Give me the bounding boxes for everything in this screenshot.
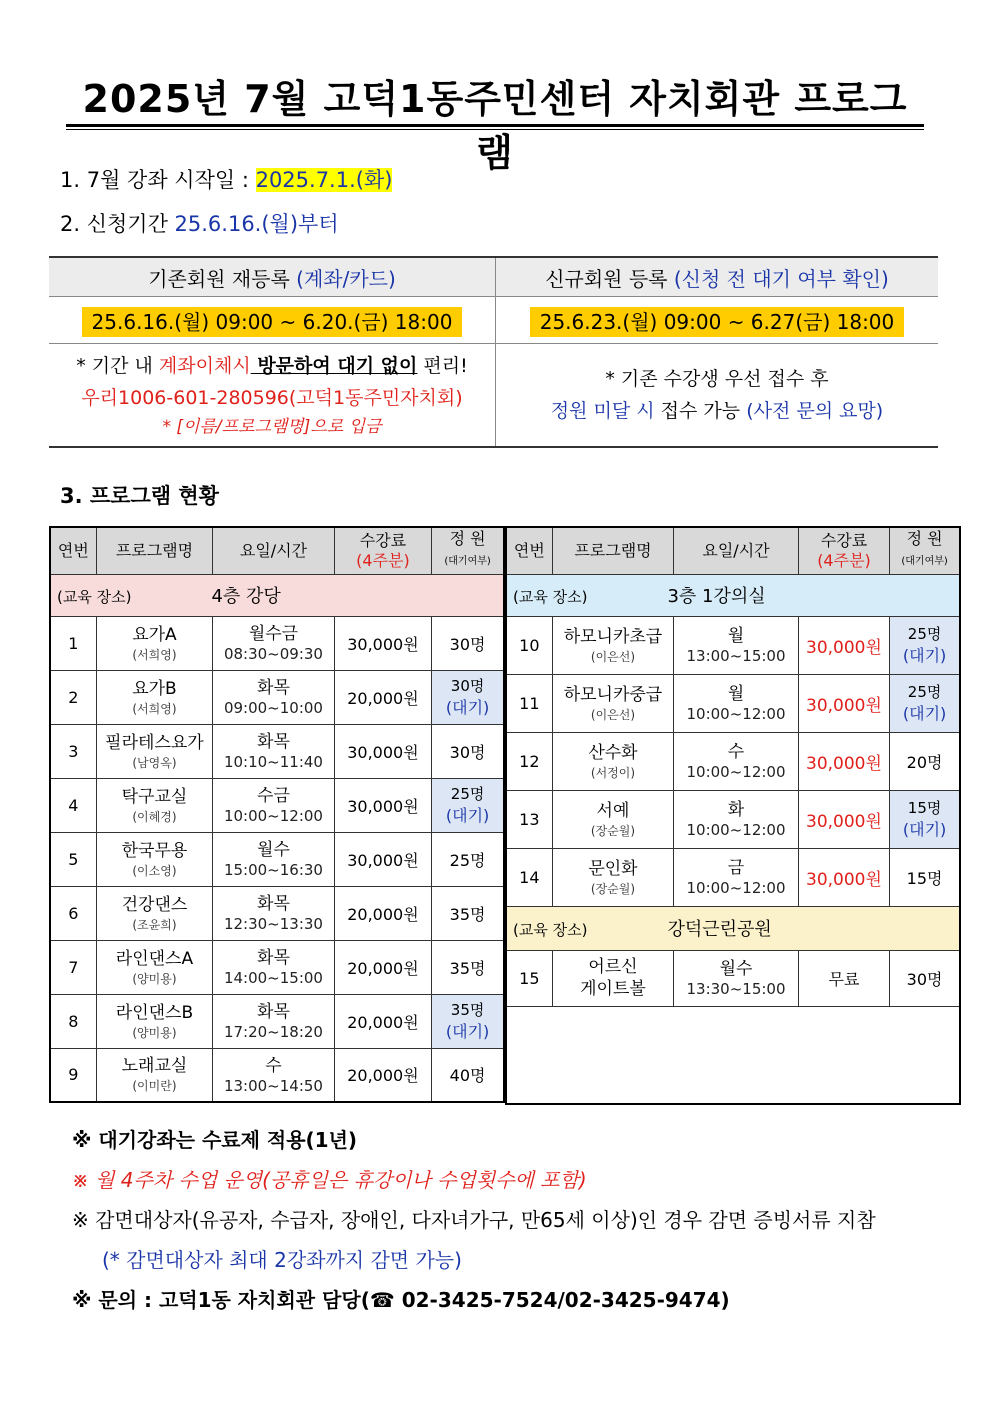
class-time: 13:00~14:50 [223,1076,323,1095]
col-header-program: 프로그램명 [96,527,213,574]
new-period: 25.6.23.(월) 09:00 ~ 6.27(금) 18:00 [530,307,905,337]
fee-amount: 20,000원 [347,1066,419,1086]
cell-fee [798,950,889,1006]
fee-amount: 30,000원 [806,811,882,832]
class-days: 화목 [257,1002,290,1022]
start-date-label: 1. 7월 강좌 시작일 : [60,168,256,192]
cell-fee [798,848,889,906]
fee-amount: 20,000원 [347,688,419,708]
col-header-schedule: 요일/시간 [213,527,335,574]
table-row [506,848,960,906]
cell-program [552,950,674,1006]
cell-no [50,994,96,1048]
cell-no [50,940,96,994]
table-row [506,790,960,848]
note-discount-limit: (* 감면대상자 최대 2강좌까지 감면 가능) [102,1248,462,1272]
instructor-name: (이혜경) [132,809,177,824]
fee-amount: 30,000원 [347,634,419,654]
fee-amount: 30,000원 [806,637,882,658]
cell-capacity [432,886,504,940]
cell-capacity [890,674,960,732]
class-time: 13:00~15:00 [686,647,786,665]
instructor-name: (이소영) [132,863,177,878]
program-name: 건강댄스 [121,894,188,915]
class-days: 월수 [719,959,753,979]
cell-capacity [432,940,504,994]
program-name: 어르신 [588,957,638,977]
cell-no [50,1048,96,1102]
row-number: 5 [68,849,79,869]
cell-fee [334,778,431,832]
cell-schedule [213,1048,335,1102]
cell-fee [334,724,431,778]
instructor-name: (양미용) [132,971,177,986]
capacity: 30명 [449,634,486,654]
instructor-name: (장순월) [590,823,636,838]
cell-fee [798,674,889,732]
program-name: 요가A [132,624,177,645]
program-name: 노래교실 [121,1056,188,1077]
class-time: 14:00~15:00 [223,969,323,987]
table-row [506,616,960,674]
cell-program [96,886,213,940]
class-time: 13:30~15:00 [686,980,786,998]
instructor-name: (조윤희) [132,917,177,932]
capacity: 35명 [450,1001,485,1019]
fee-amount: 무료 [828,969,860,989]
row-number: 9 [68,1065,79,1085]
row-number: 6 [68,903,79,923]
cell-no [50,616,96,670]
class-days: 금 [727,858,745,878]
cell-program [96,778,213,832]
program-name: 산수화 [588,742,638,763]
fee-amount: 30,000원 [347,742,419,762]
cell-program [552,732,674,790]
col-header-no: 연번 [506,527,552,574]
class-days: 화목 [257,894,290,914]
cell-capacity [432,778,504,832]
row-number: 8 [68,1011,79,1031]
instructor-name: (서정이) [590,765,636,780]
col-header-capacity: 정 원 (대기여부) [890,527,960,574]
fee-amount: 30,000원 [806,695,882,716]
fee-amount: 20,000원 [347,1012,419,1032]
program-name: 문인화 [588,858,638,879]
capacity: 30명 [450,677,485,695]
table-row [50,670,504,724]
cell-capacity [432,670,504,724]
instructor-name: (이은선) [590,707,636,722]
class-days: 월 [727,626,745,646]
cell-capacity [890,848,960,906]
capacity: 35명 [449,904,486,924]
apply-period-label: 2. 신청기간 [60,212,175,236]
cell-capacity [890,950,960,1006]
apply-period-value: 25.6.16.(월)부터 [174,212,339,236]
class-days: 수 [265,1055,282,1076]
class-days: 수금 [257,786,290,806]
row-number: 7 [68,957,79,977]
venue-row-auditorium: (교육 장소) 4층 강당 [50,574,504,616]
class-time: 15:00~16:30 [223,861,323,879]
table-row [50,940,504,994]
cell-program [552,790,674,848]
row-number: 12 [519,751,540,771]
cell-program [96,1048,213,1102]
col-header-program: 프로그램명 [552,527,674,574]
capacity: 15명 [907,799,942,817]
row-number: 1 [68,633,79,653]
capacity: 25명 [450,785,485,803]
program-table-left [49,526,505,1103]
note-contact: ※ 문의 : 고덕1동 자치회관 담당(☎ 02-3425-7524/02-3425-9474) [72,1288,730,1312]
existing-period-cell [49,297,496,344]
class-days: 화목 [257,948,290,968]
table-row [506,674,960,732]
title-underline-thin [66,129,924,130]
capacity: 25명 [907,625,942,643]
waitlist-badge: (대기) [902,704,947,723]
capacity: 30명 [906,969,943,989]
row-number: 4 [68,795,79,815]
cell-schedule [213,778,335,832]
notes [72,1120,876,1320]
class-time: 10:00~12:00 [223,807,323,825]
cell-program [96,616,213,670]
cell-program [552,848,674,906]
start-date-line [60,164,392,196]
instructor-name: (장순월) [590,881,636,896]
phone-icon: ☎ [369,1288,395,1312]
cell-capacity [890,732,960,790]
waitlist-badge: (대기) [445,698,490,717]
cell-program [552,674,674,732]
program-name-2: 게이트볼 [580,979,646,999]
cell-no [506,674,552,732]
row-number: 15 [519,968,540,988]
cell-no [50,778,96,832]
class-time: 10:00~12:00 [686,763,786,781]
row-number: 10 [519,635,540,655]
cell-fee [334,886,431,940]
title-underline [66,124,924,127]
class-time: 17:20~18:20 [223,1023,323,1041]
cell-no [506,732,552,790]
fee-amount: 30,000원 [347,796,419,816]
cell-program [96,940,213,994]
cell-program [96,724,213,778]
cell-fee [334,616,431,670]
empty-area [506,1006,960,1104]
class-time: 10:00~12:00 [686,705,786,723]
note-weekly: ※ 월 4주차 수업 운영(공휴일은 휴강이나 수업횟수에 포함) [72,1168,587,1192]
cell-capacity [432,1048,504,1102]
class-days: 화 [727,800,745,820]
existing-period: 25.6.16.(월) 09:00 ~ 6.20.(금) 18:00 [82,307,463,337]
class-days: 화목 [257,678,290,698]
program-name: 하모니카초급 [563,626,663,647]
cell-program [96,832,213,886]
cell-schedule [213,616,335,670]
cell-schedule [674,848,799,906]
cell-no [50,670,96,724]
program-name: 한국무용 [121,840,188,861]
program-name: 라인댄스A [115,948,194,969]
class-days: 화목 [257,732,290,752]
cell-capacity [432,832,504,886]
class-time: 10:00~12:00 [686,879,786,897]
capacity: 25명 [907,683,942,701]
col-header-schedule: 요일/시간 [674,527,799,574]
cell-capacity [432,994,504,1048]
class-time: 12:30~13:30 [223,915,323,933]
cell-program [96,670,213,724]
cell-fee [334,832,431,886]
venue-row-park: (교육 장소) 강덕근린공원 [506,906,960,950]
cell-fee [334,670,431,724]
existing-notes: * 기간 내 계좌이체시 방문하여 대기 없이 편리! 우리1006-601-280596(고덕1동주민자치회) * [이름/프로그램명]으로 입금 [49,344,496,448]
cell-fee [798,790,889,848]
cell-no [506,950,552,1006]
start-date-value: 2025.7.1.(화) [255,168,393,192]
cell-fee [798,732,889,790]
bank-account: 우리1006-601-280596(고덕1동주민자치회) [81,387,463,409]
col-header-fee: 수강료 (4주분) [334,527,431,574]
cell-schedule [213,994,335,1048]
new-member-header: 신규회원 등록 (신청 전 대기 여부 확인) [496,257,939,297]
cell-no [50,832,96,886]
row-number: 14 [519,867,540,887]
class-time: 10:10~11:40 [223,753,323,771]
note-waitlist: ※ 대기강좌는 수료제 적용(1년) [72,1128,358,1152]
cell-capacity [890,790,960,848]
table-row [50,1048,504,1102]
cell-schedule [674,950,799,1006]
capacity: 20명 [906,752,943,772]
cell-no [506,790,552,848]
cell-fee [798,616,889,674]
page-title: 2025년 7월 고덕1동주민센터 자치회관 프로그램 [82,77,908,175]
program-name: 서예 [596,800,630,821]
program-name: 필라테스요가 [105,732,204,753]
col-header-fee: 수강료 (4주분) [798,527,889,574]
cell-schedule [213,886,335,940]
cell-schedule [213,724,335,778]
fee-amount: 30,000원 [347,850,419,870]
table-row [506,732,960,790]
note-discount: ※ 감면대상자(유공자, 수급자, 장애인, 다자녀가구, 만65세 이상)인 경우 감면 증빙서류 지참 [72,1208,876,1232]
fee-amount: 20,000원 [347,958,419,978]
table-row [50,832,504,886]
cell-schedule [213,832,335,886]
cell-schedule [674,616,799,674]
table-row [50,886,504,940]
program-table-right [505,526,961,1105]
deposit-note: * [이름/프로그램명]으로 입금 [162,417,382,437]
class-days: 월수금 [248,624,299,644]
col-header-capacity: 정 원 (대기여부) [432,527,504,574]
cell-schedule [213,940,335,994]
program-name: 탁구교실 [121,786,188,807]
apply-period-line [60,208,339,240]
table-row [50,724,504,778]
cell-capacity [432,616,504,670]
row-number: 2 [68,687,79,707]
venue-row-lecture-room: (교육 장소) 3층 1강의실 [506,574,960,616]
capacity: 25명 [449,850,486,870]
program-name: 라인댄스B [115,1002,194,1023]
instructor-name: (이은선) [590,649,636,664]
cell-no [506,616,552,674]
instructor-name: (서희영) [132,647,177,662]
cell-schedule [674,674,799,732]
class-days: 월 [727,684,745,704]
row-number: 13 [519,809,540,829]
instructor-name: (서희영) [132,701,177,716]
cell-fee [334,1048,431,1102]
fee-amount: 30,000원 [806,869,882,890]
waitlist-badge: (대기) [902,646,947,665]
cell-schedule [674,732,799,790]
class-days: 월수 [257,840,290,860]
cell-program [96,994,213,1048]
capacity: 15명 [906,868,943,888]
cell-no [506,848,552,906]
cell-fee [334,940,431,994]
program-name: 하모니카중급 [563,684,663,705]
cell-program [552,616,674,674]
fee-amount: 30,000원 [806,753,882,774]
waitlist-badge: (대기) [445,806,490,825]
fee-amount: 20,000원 [347,904,419,924]
class-days: 수 [727,742,745,762]
registration-table [49,256,938,448]
capacity: 35명 [449,958,486,978]
new-period-cell [496,297,939,344]
instructor-name: (양미용) [132,1025,177,1040]
instructor-name: (이미란) [132,1079,177,1094]
program-name: 요가B [132,678,177,699]
row-number: 3 [68,741,79,761]
cell-no [50,724,96,778]
waitlist-badge: (대기) [445,1022,490,1041]
class-time: 08:30~09:30 [223,645,323,663]
program-status-heading: 3. 프로그램 현황 [60,484,219,508]
cell-fee [334,994,431,1048]
class-time: 09:00~10:00 [223,699,323,717]
cell-schedule [213,670,335,724]
capacity: 30명 [449,742,486,762]
waitlist-badge: (대기) [902,820,947,839]
new-notes: * 기존 수강생 우선 접수 후 정원 미달 시 접수 가능 (사전 문의 요망) [496,344,939,448]
instructor-name: (남영옥) [132,755,177,770]
class-time: 10:00~12:00 [686,821,786,839]
capacity: 40명 [449,1066,486,1086]
table-row [506,950,960,1006]
table-row [50,616,504,670]
table-row [50,778,504,832]
col-header-no: 연번 [50,527,96,574]
cell-no [50,886,96,940]
row-number: 11 [519,693,540,713]
cell-capacity [890,616,960,674]
table-row [50,994,504,1048]
cell-schedule [674,790,799,848]
existing-member-header: 기존회원 재등록 (계좌/카드) [49,257,496,297]
cell-capacity [432,724,504,778]
